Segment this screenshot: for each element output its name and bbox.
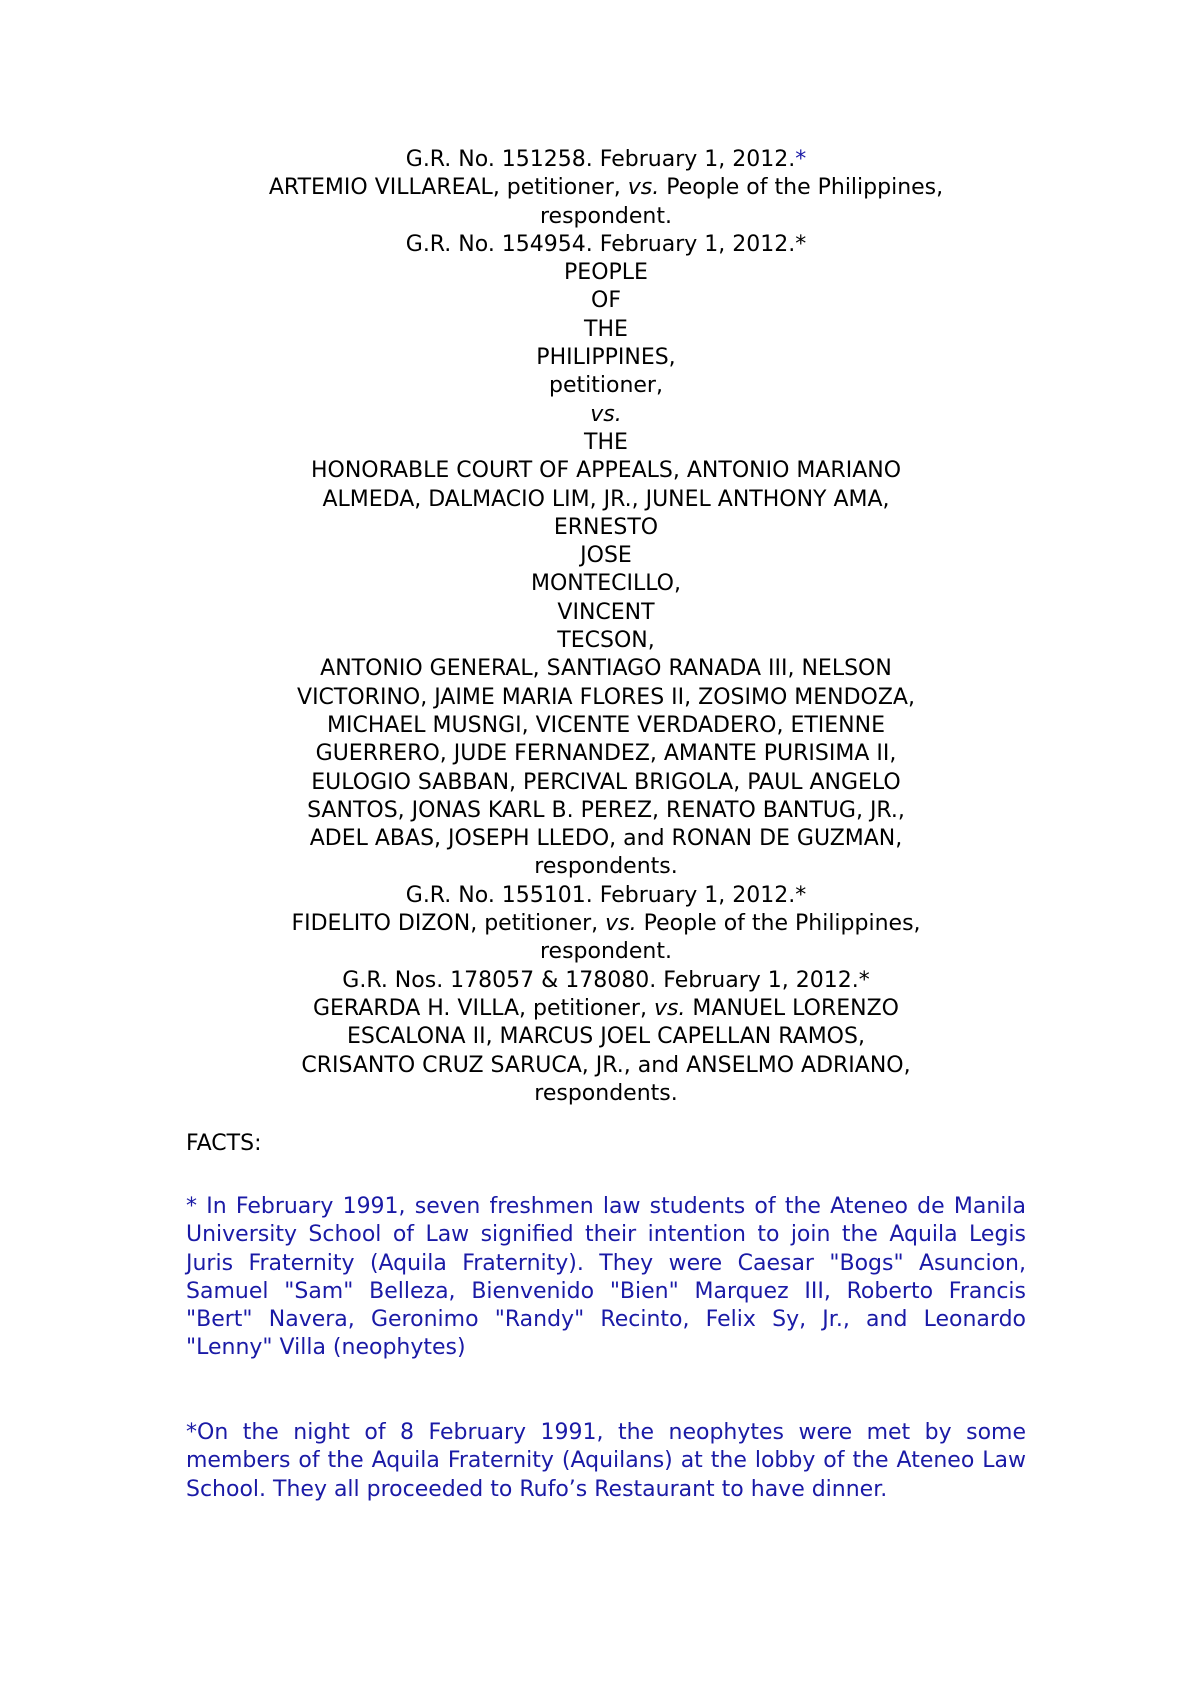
case1-gr-line: G.R. No. 151258. February 1, 2012.* — [405, 147, 807, 172]
case2-line: GUERRERO, JUDE FERNANDEZ, AMANTE PURISIMA II, — [315, 741, 897, 767]
facts-paragraph-2: *On the night of 8 February 1991, the neophytes were met by some members of the Aquila Fraternity (Aquilans) at the lobby of the Ateneo Law School. They all proceeded to Rufo’s Restaurant to have dinner. — [186, 1420, 1026, 1502]
case2-line: petitioner, — [549, 373, 663, 399]
facts-heading: FACTS: — [186, 1131, 262, 1156]
case2-line: SANTOS, JONAS KARL B. PEREZ, RENATO BANTUG, JR., — [307, 797, 905, 823]
case2-line: VINCENT — [557, 599, 655, 625]
case2-line: JOSE — [580, 543, 632, 569]
case2-line: MICHAEL MUSNGI, VICENTE VERDADERO, ETIENNE — [326, 712, 885, 738]
case4-line: respondents. — [534, 1080, 678, 1106]
case4-gr-line: G.R. Nos. 178057 & 178080. February 1, 2012.* — [342, 967, 870, 993]
case2-line: PHILIPPINES, — [536, 345, 676, 371]
case3-respondent: respondent. — [540, 939, 672, 965]
case2-gr-line: G.R. No. 154954. February 1, 2012.* — [405, 231, 807, 257]
case-caption — [186, 146, 1026, 1108]
case4-line: CRISANTO CRUZ SARUCA, JR., and ANSELMO ADRIANO, — [301, 1052, 911, 1078]
facts-paragraph-1: * In February 1991, seven freshmen law students of the Ateneo de Manila University School of Law signified their intention to join the Aquila Legis Juris Fraternity (Aquila Fraternity). They were Caesar "Bogs" Asuncion, Samuel "Sam" Belleza, Bienvenido "Bien" Marquez III, Roberto Francis "Bert" Navera, Geronimo "Randy" Recinto, Felix Sy, Jr., and Leonardo "Lenny" Villa (neophytes) — [186, 1194, 1026, 1361]
case2-line: OF — [591, 288, 621, 314]
case2-line: MONTECILLO, — [531, 571, 681, 597]
case4-parties-line: GERARDA H. VILLA, petitioner, vs. MANUEL LORENZO — [312, 995, 899, 1021]
case2-line: TECSON, — [557, 628, 655, 654]
case2-line: PEOPLE — [564, 260, 648, 286]
case2-line: EULOGIO SABBAN, PERCIVAL BRIGOLA, PAUL ANGELO — [311, 769, 901, 795]
case2-line: ERNESTO — [553, 514, 659, 540]
case2-line: HONORABLE COURT OF APPEALS, ANTONIO MARIANO — [310, 458, 902, 484]
case4-line: ESCALONA II, MARCUS JOEL CAPELLAN RAMOS, — [347, 1024, 865, 1050]
case3-gr-line: G.R. No. 155101. February 1, 2012.* — [405, 882, 807, 908]
case2-line: ANTONIO GENERAL, SANTIAGO RANADA III, NELSON — [320, 656, 892, 682]
case1-parties-line: ARTEMIO VILLAREAL, petitioner, vs. People of the Philippines, — [268, 175, 944, 201]
case3-parties-line: FIDELITO DIZON, petitioner, vs. People of the Philippines, — [291, 911, 921, 937]
case2-line: ADEL ABAS, JOSEPH LLEDO, and RONAN DE GUZMAN, — [309, 826, 903, 852]
case2-line: THE — [584, 316, 628, 342]
case1-asterisk: * — [795, 147, 807, 172]
case2-line: ALMEDA, DALMACIO LIM, JR., JUNEL ANTHONY AMA, — [322, 486, 890, 512]
case2-line: THE — [584, 429, 628, 455]
case2-line: VICTORINO, JAIME MARIA FLORES II, ZOSIMO MENDOZA, — [297, 684, 915, 710]
case1-respondent: respondent. — [540, 203, 672, 229]
case2-line: respondents. — [534, 854, 678, 880]
case2-vs: vs. — [590, 401, 622, 427]
